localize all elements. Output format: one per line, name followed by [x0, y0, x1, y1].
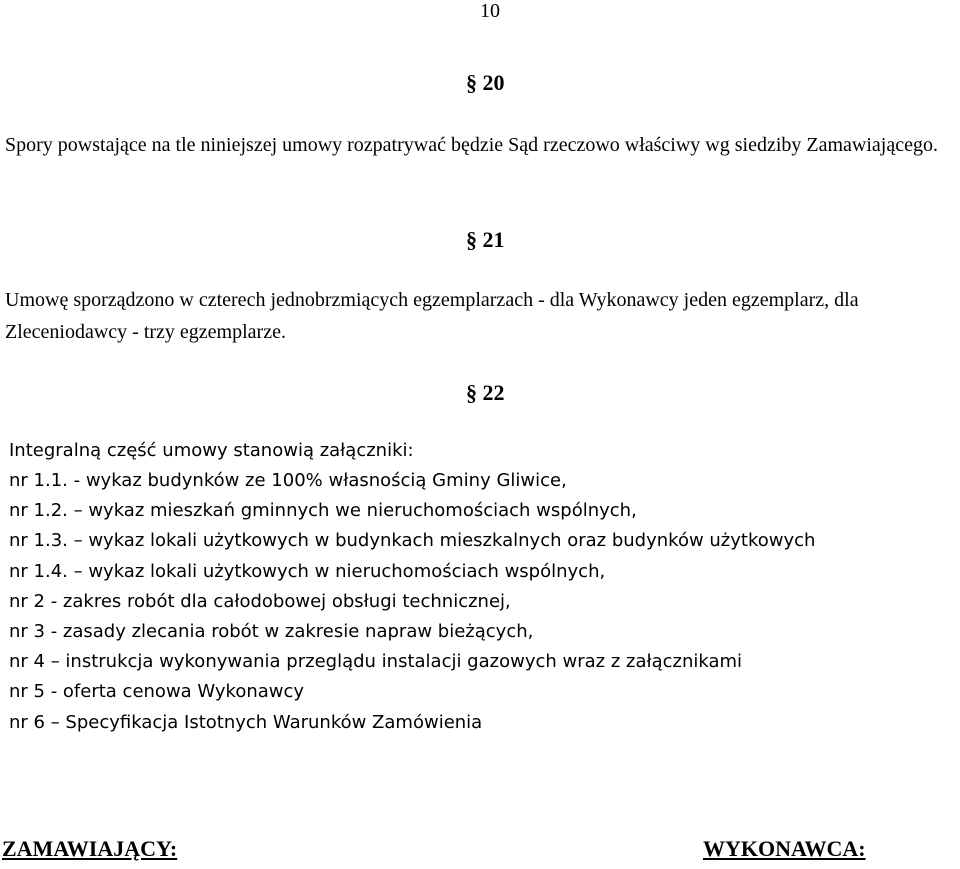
section-number: 20 [482, 70, 505, 95]
signature-contracting-party: ZAMAWIAJĄCY: [2, 836, 178, 861]
list-item: nr 4 – instrukcja wykonywania przeglądu instalacji gazowych wraz z załącznikami [9, 651, 743, 673]
section-21-text: Umowę sporządzono w czterech jednobrzmiących egzemplarzach - dla Wykonawcy jeden egzemplarz, dla Zleceniodawcy - trzy egzemplarze. [5, 289, 859, 343]
list-item: nr 3 - zasady zlecania robót w zakresie napraw bieżących, [9, 621, 534, 643]
section-20-text: Spory powstające na tle niniejszej umowy rozpatrywać będzie Sąd rzeczowo właściwy wg siedziby Zamawiającego. [5, 134, 938, 156]
section-symbol: § [466, 380, 477, 405]
signature-contractor: WYKONAWCA: [703, 836, 866, 861]
list-item: nr 6 – Specyfikacja Istotnych Warunków Zamówienia [9, 711, 483, 733]
list-item: nr 5 - oferta cenowa Wykonawcy [9, 681, 305, 703]
list-item: nr 1.4. – wykaz lokali użytkowych w nieruchomościach wspólnych, [9, 560, 606, 582]
section-20-heading [466, 70, 505, 96]
section-22-heading [466, 380, 505, 406]
list-item: nr 2 - zakres robót dla całodobowej obsługi technicznej, [9, 590, 511, 612]
list-item: nr 1.2. – wykaz mieszkań gminnych we nieruchomościach wspólnych, [9, 500, 637, 522]
annex-list [9, 466, 815, 738]
section-symbol: § [466, 70, 477, 95]
list-item: nr 1.1. - wykaz budynków ze 100% własnością Gminy Gliwice, [9, 470, 567, 491]
section-21-heading [466, 227, 505, 253]
section-number: 22 [482, 380, 505, 405]
section-symbol: § [466, 227, 477, 252]
page-number: 10 [480, 0, 500, 22]
annex-heading: Integralną część umowy stanowią załączniki: [9, 440, 414, 461]
section-number: 21 [482, 227, 505, 252]
list-item: nr 1.3. – wykaz lokali użytkowych w budynkach mieszkalnych oraz budynków użytkowych [9, 530, 816, 552]
